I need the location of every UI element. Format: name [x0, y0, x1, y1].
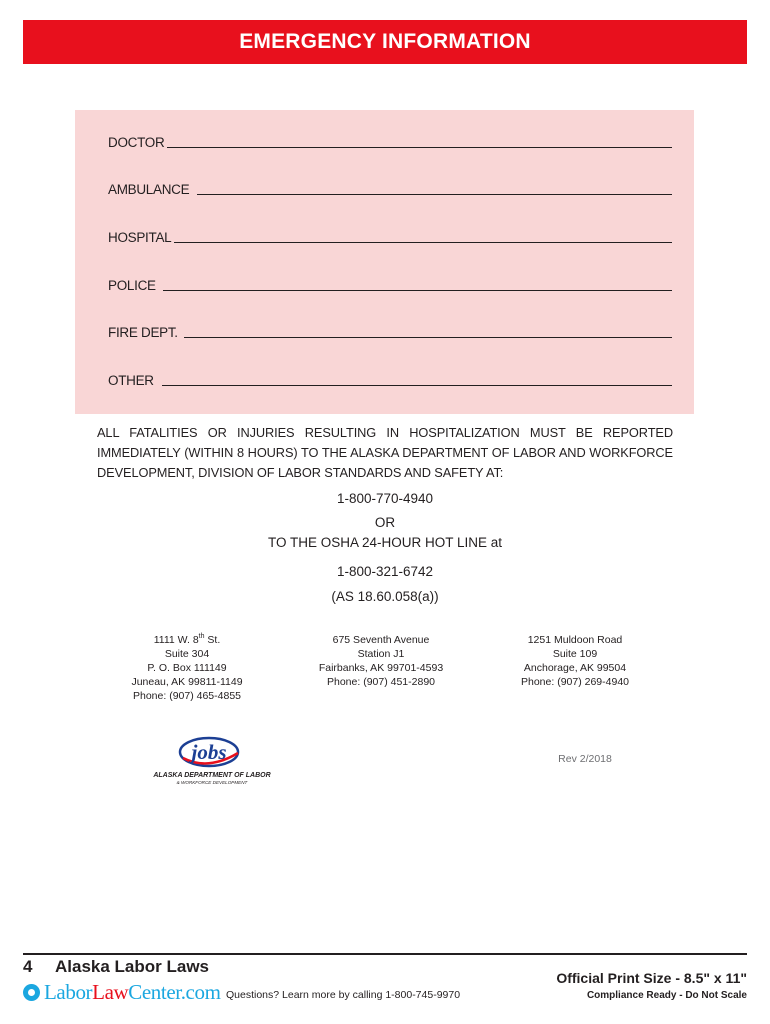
alaska-dol-jobs-logo: [150, 733, 280, 787]
ambulance-field[interactable]: [108, 176, 672, 198]
logo-dept-name: ALASKA DEPARTMENT OF LABOR: [153, 772, 271, 779]
hospital-field[interactable]: [108, 224, 672, 246]
anchorage-office-address: [475, 633, 675, 689]
juneau-office-address: [87, 633, 287, 703]
page-number: 4: [23, 957, 33, 976]
office-street: 1111 W. 8th St.: [153, 633, 221, 646]
footer-divider: [23, 953, 747, 955]
office-city: Anchorage, AK 99504: [523, 662, 627, 674]
statute-reference: (AS 18.60.058(a)): [331, 589, 439, 604]
emergency-banner: [23, 20, 747, 64]
fire-dept-label: FIRE DEPT.: [108, 325, 178, 340]
doctor-input-line[interactable]: [167, 147, 672, 148]
police-label: POLICE: [108, 278, 156, 293]
publication-title: Alaska Labor Laws: [55, 957, 210, 976]
office-city: Juneau, AK 99811-1149: [131, 676, 243, 688]
revision-date: Rev 2/2018: [558, 753, 612, 765]
osha-hotline-text: TO THE OSHA 24-HOUR HOT LINE at: [267, 535, 503, 550]
other-input-line[interactable]: [162, 385, 672, 386]
other-field[interactable]: [108, 367, 672, 389]
ambulance-input-line[interactable]: [197, 194, 672, 195]
fire-dept-input-line[interactable]: [184, 337, 672, 338]
office-suite: Suite 109: [552, 648, 598, 660]
doctor-field[interactable]: [108, 129, 672, 151]
logo-dept-subname: & WORKFORCE DEVELOPMENT: [176, 780, 248, 785]
office-suite: Suite 304: [164, 648, 210, 660]
office-phone: Phone: (907) 465-4855: [133, 690, 241, 702]
police-input-line[interactable]: [163, 290, 672, 291]
fire-dept-field[interactable]: [108, 319, 672, 341]
hospital-input-line[interactable]: [174, 242, 672, 243]
office-phone: Phone: (907) 451-2890: [327, 676, 435, 688]
office-phone: Phone: (907) 269-4940: [521, 676, 629, 688]
fairbanks-office-address: [281, 633, 481, 689]
hospital-label: HOSPITAL: [108, 230, 172, 245]
emergency-contacts-panel: [75, 110, 694, 414]
office-city: Fairbanks, AK 99701-4593: [318, 662, 444, 674]
police-field[interactable]: [108, 272, 672, 294]
office-station: Station J1: [357, 648, 405, 660]
location-pin-icon: [23, 984, 40, 1001]
other-label: OTHER: [108, 373, 154, 388]
office-po-box: P. O. Box 111149: [147, 662, 227, 674]
state-phone-number: 1-800-770-4940: [336, 491, 434, 506]
page-title: EMERGENCY INFORMATION: [239, 30, 531, 53]
doctor-label: DOCTOR: [108, 135, 165, 150]
compliance-notice: Compliance Ready - Do Not Scale: [586, 990, 747, 1001]
questions-contact-line: Questions? Learn more by calling 1-800-745-9970: [226, 989, 461, 1001]
laborlawcenter-logo[interactable]: LaborLawCenter.com: [23, 980, 221, 1004]
or-text: OR: [374, 515, 396, 530]
osha-phone-number: 1-800-321-6742: [336, 564, 434, 579]
ambulance-label: AMBULANCE: [108, 182, 190, 197]
reporting-notice: ALL FATALITIES OR INJURIES RESULTING IN HOSPITALIZATION MUST BE REPORTED IMMEDIATELY (WITHIN 8 HOURS) TO THE ALASKA DEPARTMENT OF LABOR AND WORKFORCE DEVELOPMENT, DIVISION OF LABOR STANDARDS AND SAFETY AT:: [97, 425, 673, 480]
logo-mark: jobs: [191, 740, 227, 764]
office-street: 1251 Muldoon Road: [527, 634, 623, 646]
office-street: 675 Seventh Avenue: [332, 634, 430, 646]
print-size-notice: Official Print Size - 8.5" x 11": [556, 970, 747, 986]
